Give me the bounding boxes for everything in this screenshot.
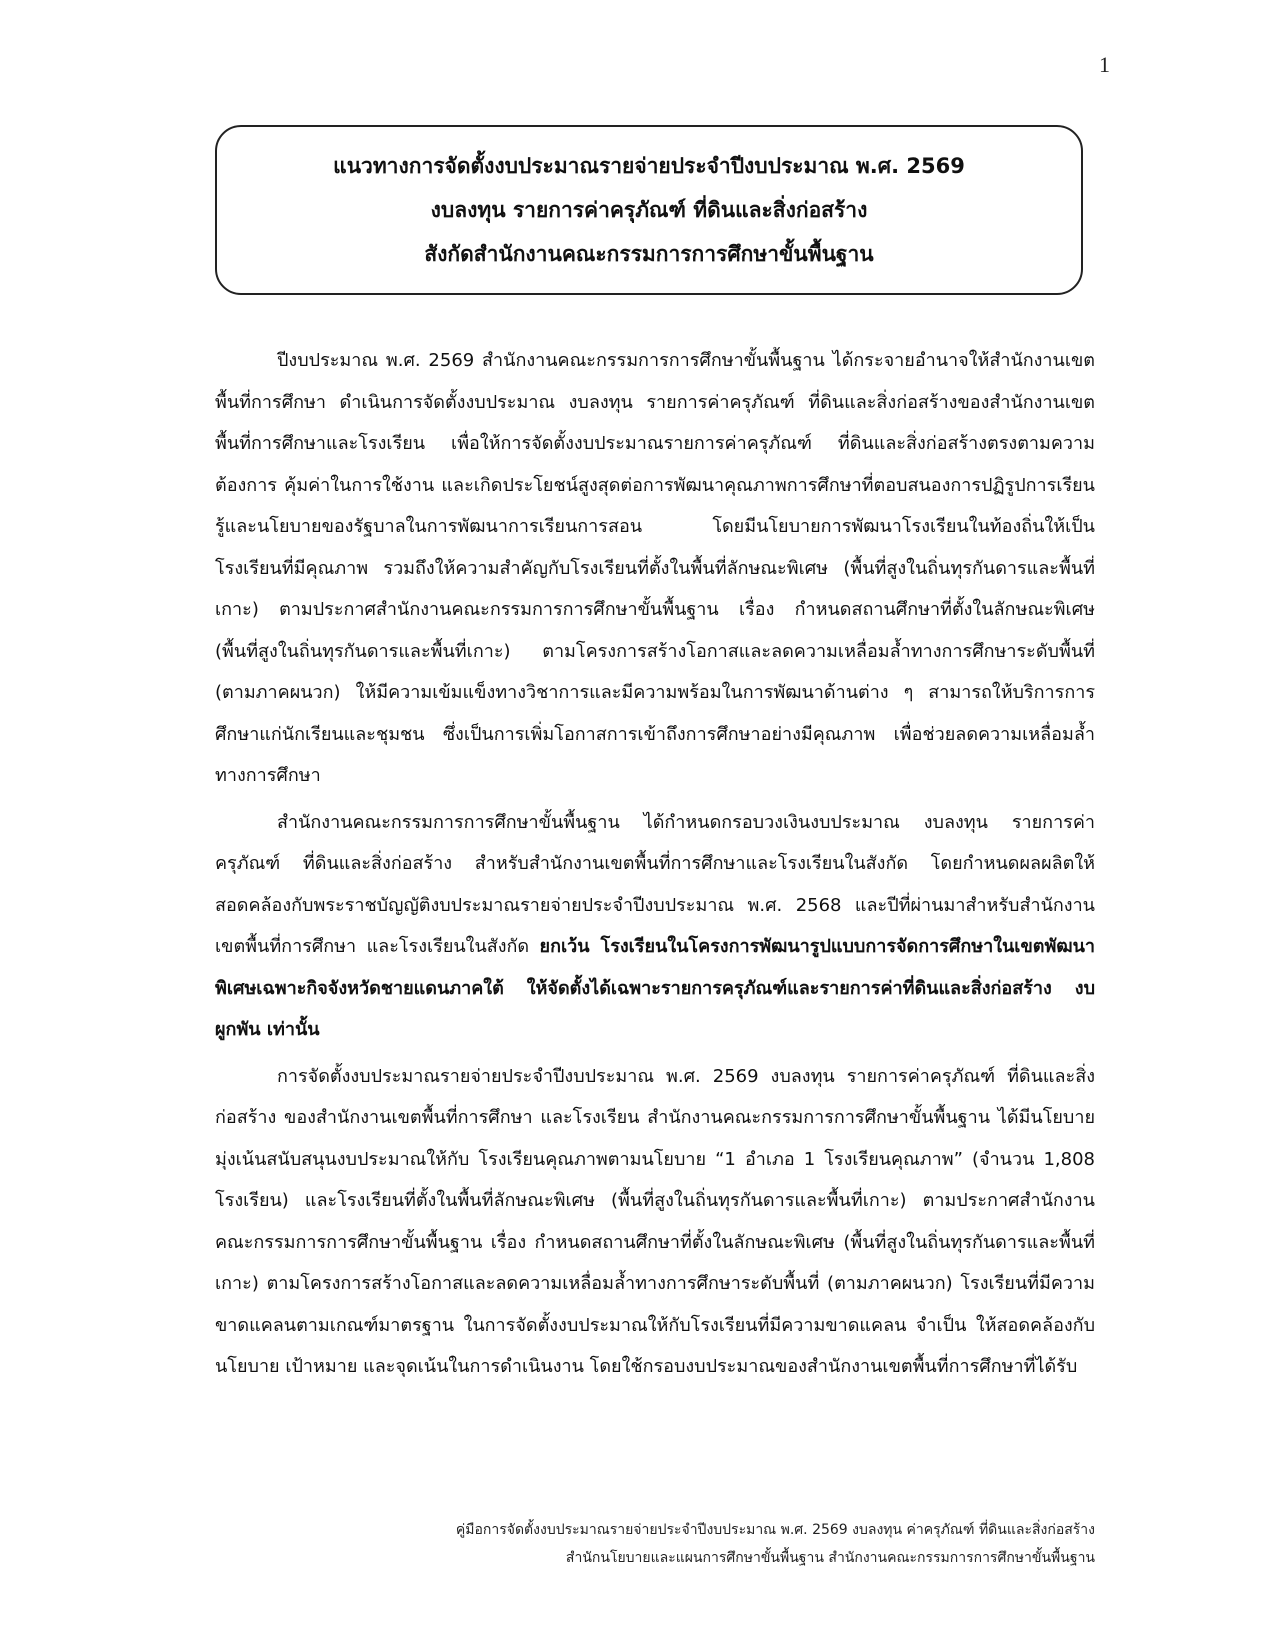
title-box [215, 125, 1083, 295]
title-line-1: แนวทางการจัดตั้งงบประมาณรายจ่ายประจำปีงบประมาณ พ.ศ. 2569 [333, 154, 965, 178]
paragraph-2-text: สำนักงานคณะกรรมการการศึกษาขั้นพื้นฐาน ได้กำหนดกรอบวงเงินงบประมาณ งบลงทุน รายการค่าครุภัณฑ์ ที่ดินและสิ่งก่อสร้าง สำหรับสำนักงานเขตพื้นที่การศึกษาและโรงเรียนในสังกัด โดยกำหนดผลผลิตให้สอดคล้องกับพระราชบัญญัติงบประมาณรายจ่ายประจำปีงบประมาณ พ.ศ. 2568 และปีที่ผ่านมาสำหรับสำนักงานเขตพื้นที่การศึกษา และโรงเรียนในสังกัด [215, 811, 1095, 957]
page-footer [300, 1516, 1095, 1572]
paragraph-1: ปีงบประมาณ พ.ศ. 2569 สำนักงานคณะกรรมการการศึกษาขั้นพื้นฐาน ได้กระจายอำนาจให้สำนักงานเขตพื้นที่การศึกษา ดำเนินการจัดตั้งงบประมาณ งบลงทุน รายการค่าครุภัณฑ์ ที่ดินและสิ่งก่อสร้างของสำนักงานเขตพื้นที่การศึกษาและโรงเรียน เพื่อให้การจัดตั้งงบประมาณรายการค่าครุภัณฑ์ ที่ดินและสิ่งก่อสร้างตรงตามความต้องการ คุ้มค่าในการใช้งาน และเกิดประโยชน์สูงสุดต่อการพัฒนาคุณภาพการศึกษาที่ตอบสนองการปฏิรูปการเรียนรู้และนโยบายของรัฐบาลในการพัฒนาการเรียนการสอน โดยมีนโยบายการพัฒนาโรงเรียนในท้องถิ่นให้เป็นโรงเรียนที่มีคุณภาพ รวมถึงให้ความสำคัญกับโรงเรียนที่ตั้งในพื้นที่ลักษณะพิเศษ (พื้นที่สูงในถิ่นทุรกันดารและพื้นที่เกาะ) ตามประกาศสำนักงานคณะกรรมการการศึกษาขั้นพื้นฐาน เรื่อง กำหนดสถานศึกษาที่ตั้งในลักษณะพิเศษ (พื้นที่สูงในถิ่นทุรกันดารและพื้นที่เกาะ) ตามโครงการสร้างโอกาสและลดความเหลื่อมล้ำทางการศึกษาระดับพื้นที่ (ตามภาคผนวก) ให้มีความเข้มแข็งทางวิชาการและมีความพร้อมในการพัฒนาด้านต่าง ๆ สามารถให้บริการการศึกษาแก่นักเรียนและชุมชน ซึ่งเป็นการเพิ่มโอกาสการเข้าถึงการศึกษาอย่างมีคุณภาพ เพื่อช่วยลดความเหลื่อมล้ำทางการศึกษา [215, 350, 1095, 786]
paragraph-3: การจัดตั้งงบประมาณรายจ่ายประจำปีงบประมาณ พ.ศ. 2569 งบลงทุน รายการค่าครุภัณฑ์ ที่ดินและสิ่งก่อสร้าง ของสำนักงานเขตพื้นที่การศึกษา และโรงเรียน สำนักงานคณะกรรมการการศึกษาขั้นพื้นฐาน ได้มีนโยบายมุ่งเน้นสนับสนุนงบประมาณให้กับ โรงเรียนคุณภาพตามนโยบาย “1 อำเภอ 1 โรงเรียนคุณภาพ” (จำนวน 1,808 โรงเรียน) และโรงเรียนที่ตั้งในพื้นที่ลักษณะพิเศษ (พื้นที่สูงในถิ่นทุรกันดารและพื้นที่เกาะ) ตามประกาศสำนักงานคณะกรรมการการศึกษาขั้นพื้นฐาน เรื่อง กำหนดสถานศึกษาที่ตั้งในลักษณะพิเศษ (พื้นที่สูงในถิ่นทุรกันดารและพื้นที่เกาะ) ตามโครงการสร้างโอกาสและลดความเหลื่อมล้ำทางการศึกษาระดับพื้นที่ (ตามภาคผนวก) โรงเรียนที่มีความขาดแคลนตามเกณฑ์มาตรฐาน ในการจัดตั้งงบประมาณให้กับโรงเรียนที่มีความขาดแคลน จำเป็น ให้สอดคล้องกับ นโยบาย เป้าหมาย และจุดเน้นในการดำเนินงาน โดยใช้กรอบงบประมาณของสำนักงานเขตพื้นที่การศึกษาที่ได้รับ [215, 1065, 1095, 1377]
footer-line-2: สำนักนโยบายและแผนการศึกษาขั้นพื้นฐาน สำนักงานคณะกรรมการการศึกษาขั้นพื้นฐาน [565, 1550, 1095, 1566]
page-number: 1 [1099, 52, 1110, 77]
title-line-3: สังกัดสำนักงานคณะกรรมการการศึกษาขั้นพื้นฐาน [424, 242, 874, 266]
title-line-2: งบลงทุน รายการค่าครุภัณฑ์ ที่ดินและสิ่งก่อสร้าง [430, 198, 868, 222]
paragraph-2-bold-text: ยกเว้น โรงเรียนในโครงการพัฒนารูปแบบการจัดการศึกษาในเขตพัฒนาพิเศษเฉพาะกิจจังหวัดชายแดนภาคใต้ ให้จัดตั้งได้เฉพาะรายการครุภัณฑ์และรายการค่าที่ดินและสิ่งก่อสร้าง งบผูกพัน เท่านั้น [215, 936, 1095, 1040]
paragraph-2 [215, 802, 1095, 1051]
footer-line-1: คู่มือการจัดตั้งงบประมาณรายจ่ายประจำปีงบประมาณ พ.ศ. 2569 งบลงทุน ค่าครุภัณฑ์ ที่ดินและสิ่งก่อสร้าง [455, 1522, 1095, 1538]
document-body [215, 340, 1095, 1393]
